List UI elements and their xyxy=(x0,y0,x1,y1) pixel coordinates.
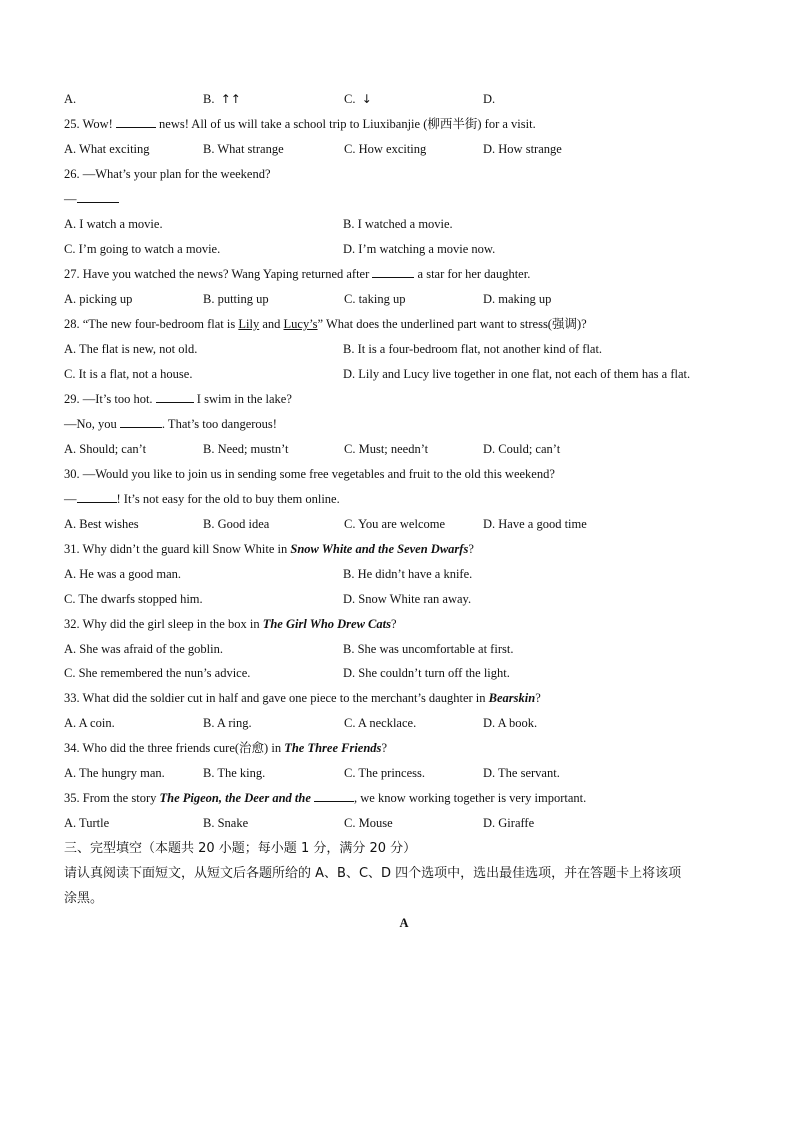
option-d: D. The servant. xyxy=(483,766,560,780)
answer-blank xyxy=(314,786,354,802)
option-c: C. You are welcome xyxy=(344,517,446,531)
option-b: B. He didn’t have a knife. xyxy=(343,567,473,581)
option-a: A. The hungry man. xyxy=(64,766,165,780)
stem-text: 35. From the story xyxy=(64,791,157,805)
dash: — xyxy=(64,492,77,506)
question-33-options xyxy=(64,711,744,736)
question-25-options xyxy=(64,137,744,162)
question-35-options xyxy=(64,811,744,836)
stem-text: ? xyxy=(468,542,474,556)
stem-text: ? xyxy=(535,691,541,705)
passage-label: A xyxy=(399,916,409,930)
option-d: D. She couldn’t turn off the light. xyxy=(343,666,510,680)
option-b: B. Need; mustn’t xyxy=(203,442,289,456)
question-26-options-row1 xyxy=(64,212,744,237)
answer-blank xyxy=(77,487,117,503)
option-c: C. Mouse xyxy=(344,816,393,830)
question-32-stem xyxy=(64,612,744,637)
option-b: B. Good idea xyxy=(203,517,270,531)
question-34-options xyxy=(64,761,744,786)
option-d: D. Could; can’t xyxy=(483,442,561,456)
stem-text: a star for her daughter. xyxy=(417,267,531,281)
option-a: A. A coin. xyxy=(64,716,115,730)
option-c: C. A necklace. xyxy=(344,716,417,730)
underlined-word: Lucy’s xyxy=(283,317,318,331)
question-29-reply xyxy=(64,412,744,437)
question-28-options-row1 xyxy=(64,337,744,362)
question-28-options-row2 xyxy=(64,362,744,387)
question-26-answer-line xyxy=(64,187,744,212)
option-d: D. How strange xyxy=(483,142,562,156)
option-d: D. xyxy=(483,92,496,106)
question-29-options xyxy=(64,437,744,462)
stem-text: 34. Who did the three friends cure(治愈) in xyxy=(64,741,282,755)
option-b: B. A ring. xyxy=(203,716,252,730)
stem-text: and xyxy=(262,317,281,331)
stem-text: 29. —It’s too hot. xyxy=(64,392,153,406)
question-31-options-row1 xyxy=(64,562,744,587)
option-d: D. Have a good time xyxy=(483,517,587,531)
underlined-word: Lily xyxy=(238,317,260,331)
option-d: D. Lily and Lucy live together in one flat, not each of them has a flat. xyxy=(343,367,691,381)
story-title: The Three Friends xyxy=(284,741,382,755)
stem-text: 31. Why didn’t the guard kill Snow White in xyxy=(64,542,288,556)
answer-blank xyxy=(156,387,194,403)
option-c: C. It is a flat, not a house. xyxy=(64,367,193,381)
option-a: A. What exciting xyxy=(64,142,150,156)
option-a: A. picking up xyxy=(64,292,133,306)
question-26-stem: 26. —What’s your plan for the weekend? xyxy=(64,167,271,181)
option-b: B. She was uncomfortable at first. xyxy=(343,642,514,656)
option-a: A. xyxy=(64,92,77,106)
question-30-reply xyxy=(64,487,744,512)
option-b-label: B. xyxy=(203,92,215,106)
question-32-options-row1 xyxy=(64,637,744,662)
question-26-options-row2 xyxy=(64,237,744,262)
option-d: D. Snow White ran away. xyxy=(343,592,472,606)
option-c-label: C. xyxy=(344,92,356,106)
question-33-stem xyxy=(64,686,744,711)
stem-text: , we know working together is very important. xyxy=(354,791,587,805)
answer-blank xyxy=(120,412,162,428)
option-b: B. putting up xyxy=(203,292,269,306)
stem-text: ? xyxy=(381,741,387,755)
question-31-stem xyxy=(64,537,744,562)
option-c: C. She remembered the nun’s advice. xyxy=(64,666,251,680)
question-30-options xyxy=(64,512,744,537)
option-a: A. I watch a movie. xyxy=(64,217,163,231)
option-c: C. The princess. xyxy=(344,766,426,780)
stem-text: ? xyxy=(390,617,397,631)
up-up-arrows-icon: ↑↑ xyxy=(220,92,241,106)
option-a: A. Best wishes xyxy=(64,517,139,531)
question-30-stem: 30. —Would you like to join us in sending some free vegetables and fruit to the old this weekend? xyxy=(64,467,555,481)
option-a: A. He was a good man. xyxy=(64,567,181,581)
option-b: B. I watched a movie. xyxy=(343,217,453,231)
stem-text: I swim in the lake? xyxy=(196,392,292,406)
option-c: C. Must; needn’t xyxy=(344,442,429,456)
question-31-options-row2 xyxy=(64,587,744,612)
answer-blank xyxy=(116,112,156,128)
question-35-stem xyxy=(64,786,744,811)
stem-text: 28. “The new four-bedroom flat is xyxy=(64,317,236,331)
option-d: D. Giraffe xyxy=(483,816,535,830)
question-34-stem xyxy=(64,736,744,761)
stem-text: ” What does the underlined part want to stress(强调)? xyxy=(317,317,587,331)
question-27-stem xyxy=(64,262,744,287)
question-24-options xyxy=(64,87,744,112)
question-32-options-row2 xyxy=(64,661,744,686)
question-28-stem xyxy=(64,312,744,337)
stem-text: news! All of us will take a school trip to Liuxibanjie (柳西半街) for a visit. xyxy=(159,117,536,131)
option-b: B. Snake xyxy=(203,816,249,830)
option-d: D. A book. xyxy=(483,716,538,730)
option-b xyxy=(203,87,241,112)
option-c: C. The dwarfs stopped him. xyxy=(64,592,203,606)
option-a: A. Turtle xyxy=(64,816,110,830)
option-c: C. How exciting xyxy=(344,142,427,156)
option-c xyxy=(344,87,372,112)
stem-text: 25. Wow! xyxy=(64,117,113,131)
stem-text: 33. What did the soldier cut in half and gave one piece to the merchant’s daughter in xyxy=(64,691,486,705)
stem-text: 27. Have you watched the news? Wang Yaping returned after xyxy=(64,267,370,281)
stem-text: ! It’s not easy for the old to buy them online. xyxy=(116,492,340,506)
option-d: D. making up xyxy=(483,292,552,306)
dash: — xyxy=(64,192,77,206)
option-b: B. It is a four-bedroom flat, not another kind of flat. xyxy=(343,342,603,356)
question-25-stem xyxy=(64,112,744,137)
story-title: The Pigeon, the Deer and the xyxy=(159,791,311,805)
section-instruction-cont: 涂黑。 xyxy=(64,891,104,906)
answer-blank xyxy=(77,187,119,203)
option-b: B. What strange xyxy=(203,142,284,156)
answer-blank xyxy=(372,262,414,278)
option-d: D. I’m watching a movie now. xyxy=(343,242,496,256)
down-arrow-icon: ↓ xyxy=(361,92,372,106)
question-29-stem xyxy=(64,387,744,412)
section-instruction: 请认真阅读下面短文，从短文后各题所给的 A、B、C、D 四个选项中，选出最佳选项，并在答题卡上将该项 xyxy=(64,866,682,881)
stem-text: —No, you xyxy=(64,417,117,431)
option-c: C. taking up xyxy=(344,292,406,306)
stem-text: . That’s too dangerous! xyxy=(161,417,277,431)
stem-text: 32. Why did the girl sleep in the box in xyxy=(64,617,260,631)
story-title: Snow White and the Seven Dwarfs xyxy=(290,542,469,556)
question-27-options xyxy=(64,287,744,312)
option-b: B. The king. xyxy=(203,766,266,780)
option-a: A. Should; can’t xyxy=(64,442,147,456)
story-title: Bearskin xyxy=(488,691,536,705)
story-title: The Girl Who Drew Cats xyxy=(262,617,391,631)
option-c: C. I’m going to watch a movie. xyxy=(64,242,221,256)
section-heading: 三、完型填空（本题共 20 小题；每小题 1 分，满分 20 分） xyxy=(64,841,417,856)
option-a: A. The flat is new, not old. xyxy=(64,342,198,356)
option-a: A. She was afraid of the goblin. xyxy=(64,642,223,656)
